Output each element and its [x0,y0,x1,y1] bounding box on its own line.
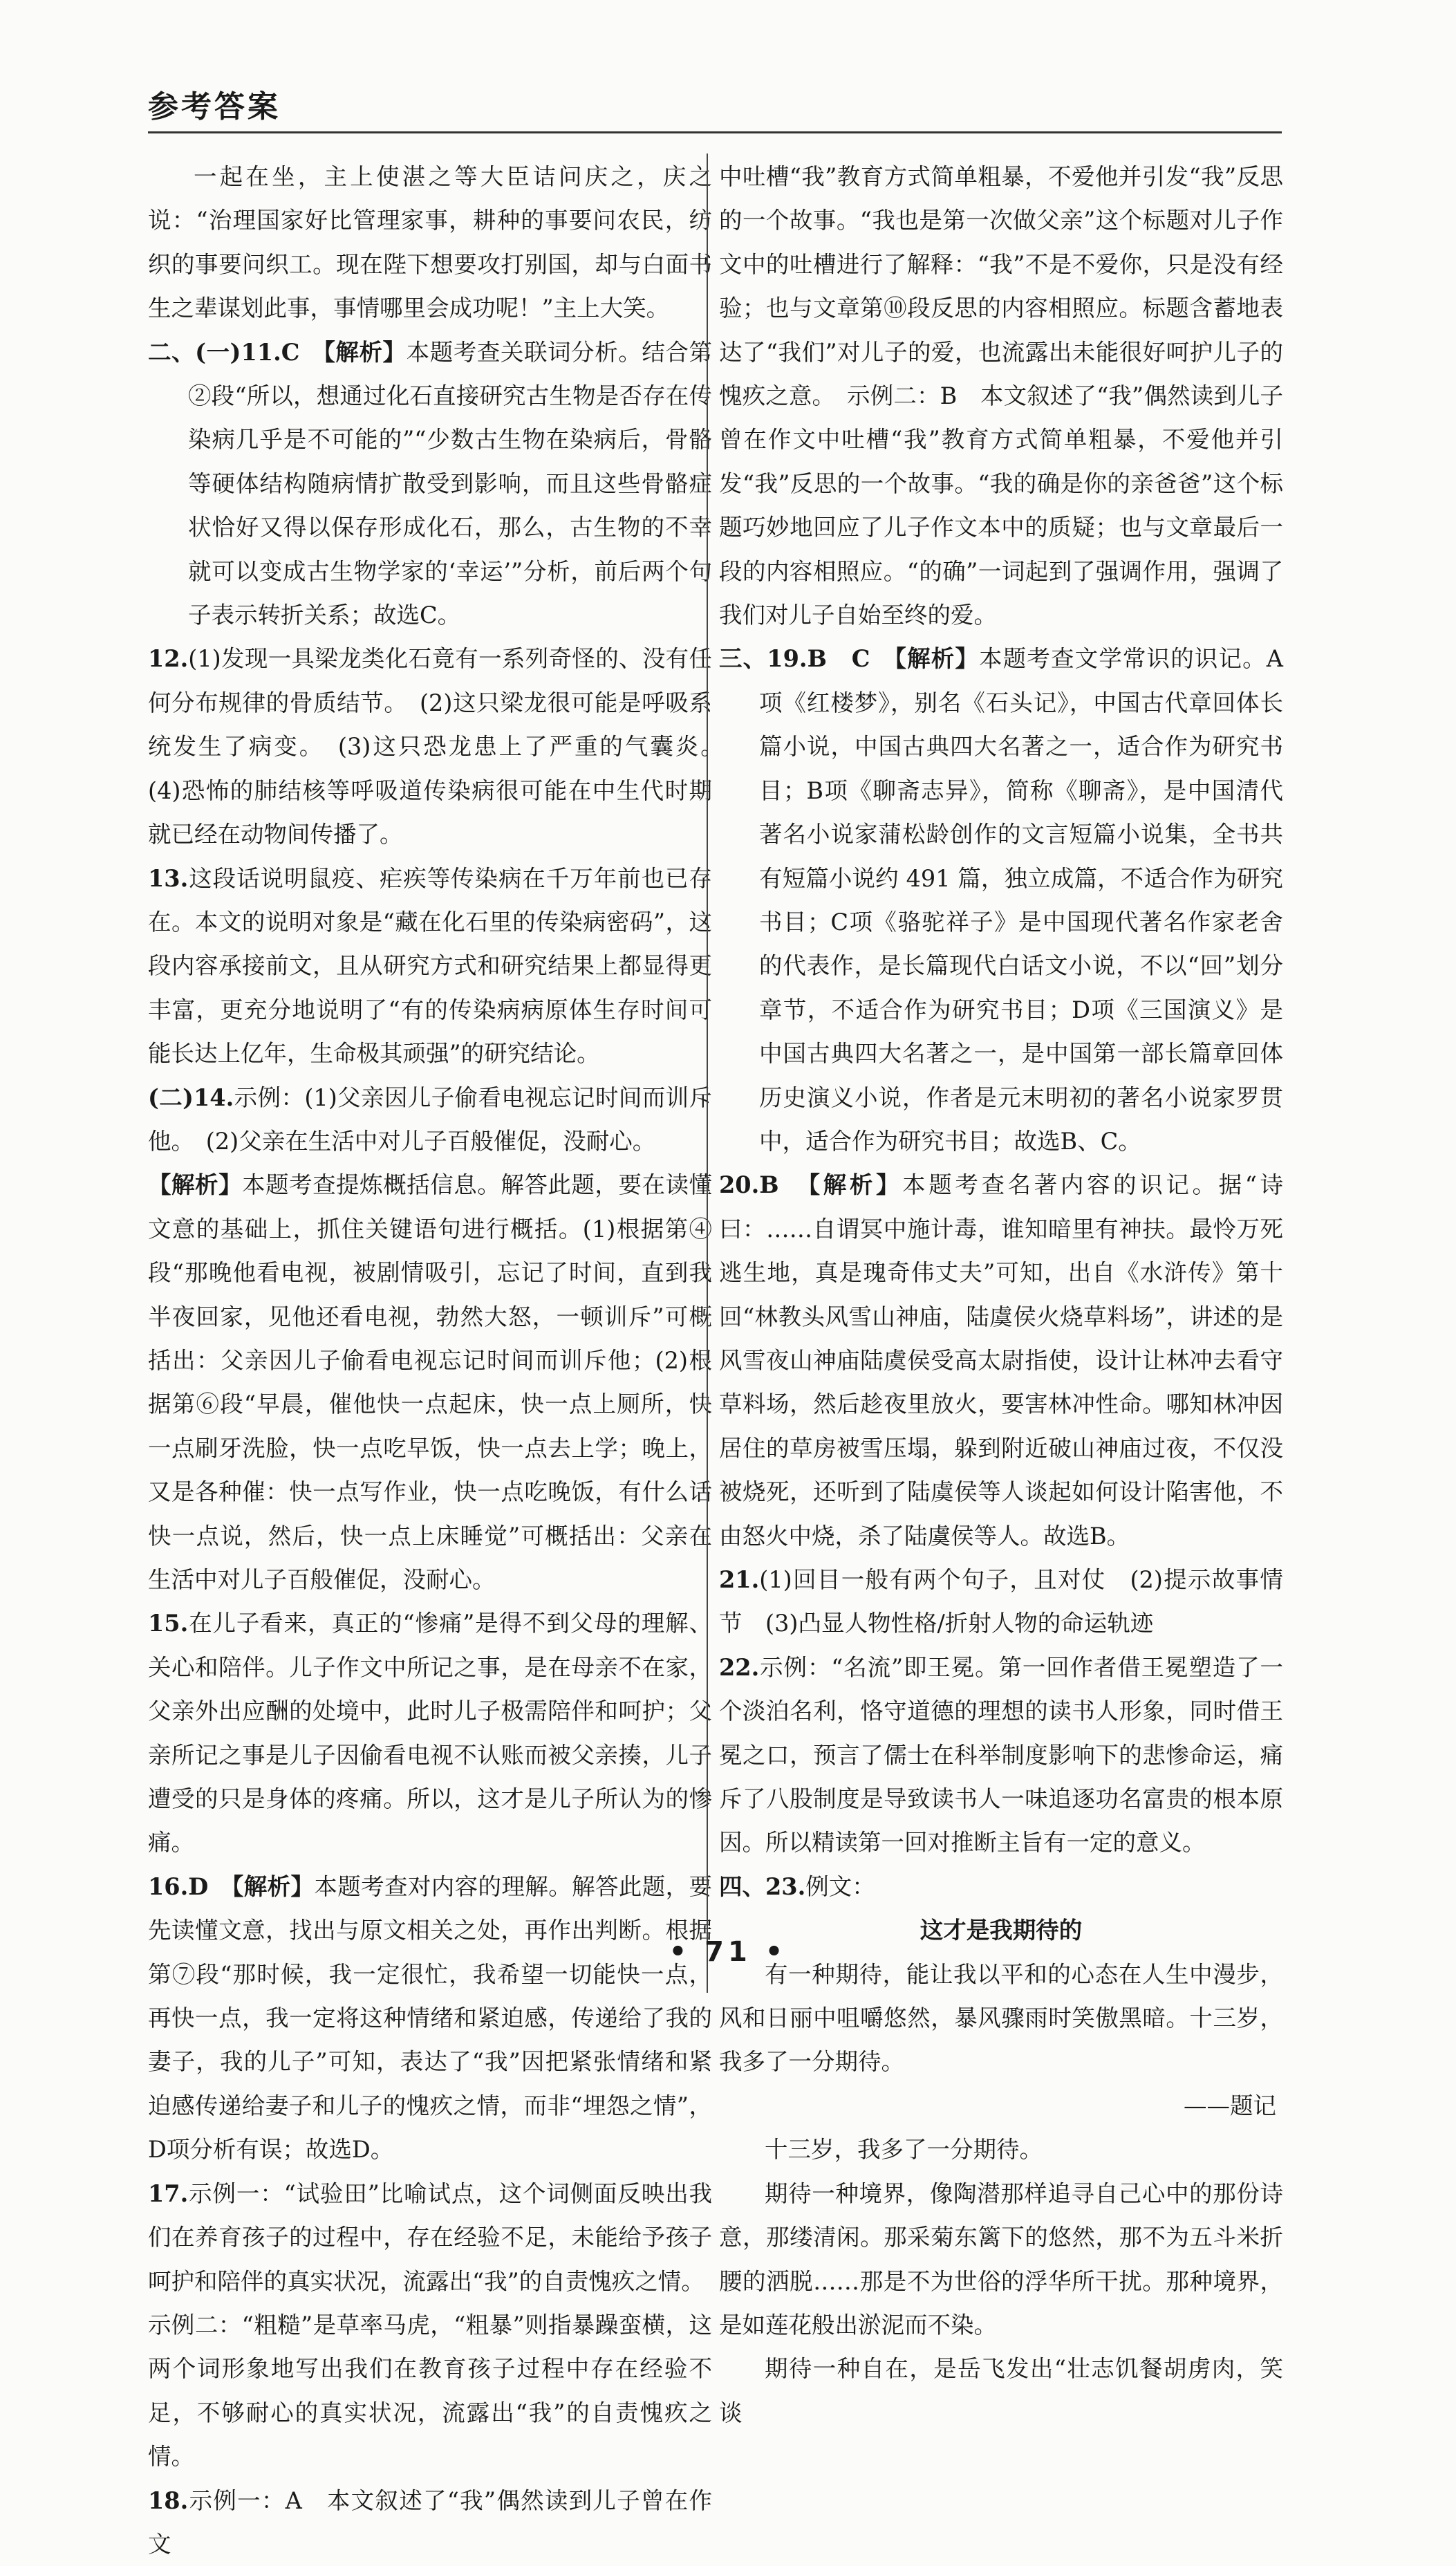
answer-paragraph: 一起在坐，主上使湛之等大臣诘问庆之，庆之说：“治理国家好比管理家事，耕种的事要问农民，纺织的事要问织工。现在陛下想要攻打别国，却与白面书生之辈谋划此事，事情哪里会成功呢！”主上大笑。 [148,163,712,322]
answer-paragraph: 18.示例一：A 本文叙述了“我”偶然读到儿子曾在作文 [148,2486,712,2558]
page-number: • 71 • [669,1936,787,1968]
column-divider [707,154,708,1993]
answer-paragraph: 12.(1)发现一具梁龙类化石竟有一系列奇怪的、没有任何分布规律的骨质结节。 (2)这只梁龙很可能是呼吸系统发生了病变。 (3)这只恐龙患上了严重的气囊炎。 (4)恐怖的肺结核等呼吸道传染病很可能在中生代时期就已经在动物间传播了。 [148,645,736,848]
header-rule [148,131,1282,133]
answer-paragraph: 【解析】本题考查提炼概括信息。解答此题，要在读懂文意的基础上，抓住关键语句进行概括。(1)根据第④段“那晚他看电视，被剧情吸引，忘记了时间，直到我半夜回家，见他还看电视，勃然大怒，一顿训斥”可概括出：父亲因儿子偷看电视忘记时间而训斥他；(2)根据第⑥段“早晨，催他快一点起床，快一点上厕所，快一点刷牙洗脸，快一点吃早饭，快一点去上学；晚上，又是各种催：快一点写作业，快一点吃晚饭，有什么话快一点说，然后，快一点上床睡觉”可概括出：父亲在生活中对儿子百般催促，没耐心。 [148,1171,713,1593]
answer-paragraph: 17.示例一：“试验田”比喻试点，这个词侧面反映出我们在养育孩子的过程中，存在经验不足，未能给予孩子呵护和陪伴的真实状况，流露出“我”的自责愧疚之情。 [148,2179,712,2295]
essay-paragraph: 期待一种境界，像陶潜那样追寻自己心中的那份诗意，那缕清闲。那采菊东篱下的悠然，那不为五斗米折腰的洒脱……那是不为世俗的浮华所干扰。那种境界，是如莲花般出淤泥而不染。 [719,2179,1283,2339]
answer-paragraph: (二)14.示例：(1)父亲因儿子偷看电视忘记时间而训斥他。 (2)父亲在生活中对儿子百般催促，没耐心。 [148,1084,713,1155]
answer-paragraph: 示例二：“粗糙”是草率马虎，“粗暴”则指暴躁蛮横，这两个词形象地写出我们在教育孩子过程中存在经验不足，不够耐心的真实状况，流露出“我”的自责愧疚之情。 [148,2311,712,2471]
essay-title: 这才是我期待的 [920,1917,1083,1944]
answer-paragraph: 16.D 【解析】本题考查对内容的理解。解答此题，要先读懂文意，找出与原文相关之处，再作出判断。根据第⑦段“那时候，我一定很忙，我希望一切能快一点，再快一点，我一定将这种情绪和紧迫感，传递给了我的妻子，我的儿子”可知，表达了“我”因把紧张情绪和紧迫感传递给妻子和儿子的愧疚之情，而非“埋怨之情”，D项分析有误；故选D。 [148,1872,712,2164]
essay-paragraph: 期待一种自在，是岳飞发出“壮志饥餐胡虏肉，笑谈 [719,2355,1283,2426]
answer-paragraph: 22.示例：“名流”即王冕。第一回作者借王冕塑造了一个淡泊名利，恪守道德的理想的读书人形象，同时借王冕之口，预言了儒士在科举制度影响下的悲惨命运，痛斥了八股制度是导致读书人一味追逐功名富贵的根本原因。所以精读第一回对推断主旨有一定的意义。 [719,1653,1283,1857]
answer-paragraph: 21.(1)回目一般有两个句子，且对仗 (2)提示故事情节 (3)凸显人物性格/折射人物的命运轨迹 [719,1566,1283,1637]
right-column [719,155,1283,2435]
essay-epigraph-sign: ——题记 [1184,2092,1276,2119]
answer-paragraph: 四、23.例文： [719,1872,875,1900]
essay-paragraph: 十三岁，我多了一分期待。 [765,2136,1043,2164]
answer-paragraph: 13.这段话说明鼠疫、疟疾等传染病在千万年前也已存在。本文的说明对象是“藏在化石里的传染病密码”，这段内容承接前文，且从研究方式和研究结果上都显得更丰富，更充分地说明了“有的传染病病原体生存时间可能长达上亿年，生命极其顽强”的研究结论。 [148,864,712,1068]
page-header-title: 参考答案 [148,89,281,124]
essay-epigraph: 有一种期待，能让我以平和的心态在人生中漫步，风和日丽中咀嚼悠然，暴风骤雨时笑傲黑暗。十三岁，我多了一分期待。 [719,1960,1283,2076]
answer-paragraph: 二、(一)11.C 【解析】本题考查关联词分析。结合第②段“所以，想通过化石直接研究古生物是否存在传染病几乎是不可能的”“少数古生物在染病后，骨骼等硬体结构随病情扩散受到影响，而且这些骨骼症状恰好又得以保存形成化石，那么，古生物的不幸就可以变成古生物学家的‘幸运’”分析，前后两个句子表示转折关系；故选C。 [148,338,713,629]
answer-paragraph: 20.B 【解析】本题考查名著内容的识记。据“诗曰：……自谓冥中施计毒，谁知暗里有神扶。最怜万死逃生地，真是瑰奇伟丈夫”可知，出自《水浒传》第十回“林教头风雪山神庙，陆虞侯火烧草料场”，讲述的是风雪夜山神庙陆虞侯受高太尉指使，设计让林冲去看守草料场，然后趁夜里放火，要害林冲性命。哪知林冲因居住的草房被雪压塌，躲到附近破山神庙过夜，不仅没被烧死，还听到了陆虞侯等人谈起如何设计陷害他，不由怒火中烧，杀了陆虞侯等人。故选B。 [719,1171,1283,1550]
answer-paragraph: 中吐槽“我”教育方式简单粗暴，不爱他并引发“我”反思的一个故事。“我也是第一次做父亲”这个标题对儿子作文中的吐槽进行了解释：“我”不是不爱你，只是没有经验；也与文章第⑩段反思的内容相照应。标题含蓄地表达了“我们”对儿子的爱，也流露出未能很好呵护儿子的愧疚之意。 示例二：B 本文叙述了“我”偶然读到儿子曾在作文中吐槽“我”教育方式简单粗暴，不爱他并引发“我”反思的一个故事。“我的确是你的亲爸爸”这个标题巧妙地回应了儿子作文本中的质疑；也与文章最后一段的内容相照应。“的确”一词起到了强调作用，强调了我们对儿子自始至终的爱。 [719,163,1283,629]
answer-paragraph: 15.在儿子看来，真正的“惨痛”是得不到父母的理解、关心和陪伴。儿子作文中所记之事，是在母亲不在家，父亲外出应酬的处境中，此时儿子极需陪伴和呵护；父亲所记之事是儿子因偷看电视不认账而被父亲揍，儿子遭受的只是身体的疼痛。所以，这才是儿子所认为的惨痛。 [148,1610,712,1857]
answer-paragraph: 三、19.B C 【解析】本题考查文学常识的识记。A项《红楼梦》，别名《石头记》，中国古代章回体长篇小说，中国古典四大名著之一，适合作为研究书目；B项《聊斋志异》，简称《聊斋》，是中国清代著名小说家蒲松龄创作的文言短篇小说集，全书共有短篇小说约 491 篇，独立成篇，不适合作为研究书目；C项《骆驼祥子》是中国现代著名作家老舍的代表作，是长篇现代白话文小说，不以“回”划分章节，不适合作为研究书目；D项《三国演义》是中国古典四大名著之一，是中国第一部长篇章回体历史演义小说，作者是元末明初的著名小说家罗贯中，适合作为研究书目；故选B、C。 [719,645,1283,1155]
